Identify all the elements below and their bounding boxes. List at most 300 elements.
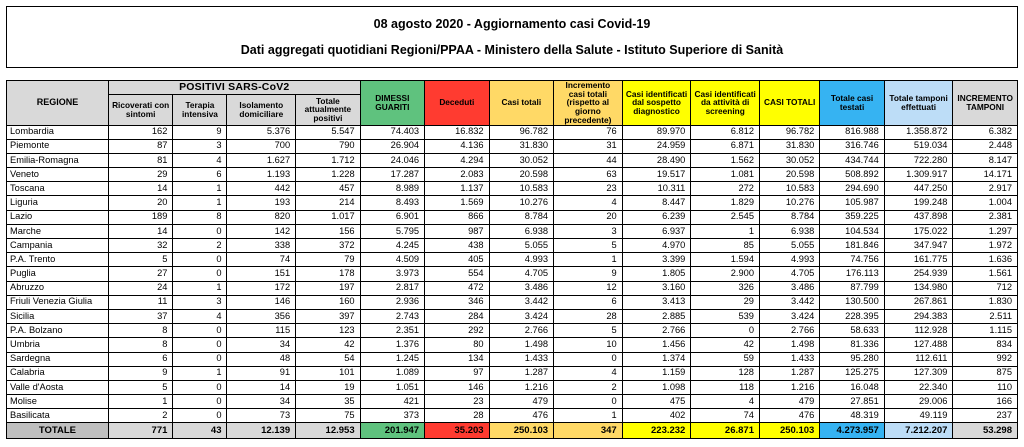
cell-value: 4.136	[425, 139, 489, 153]
cell-value: 12	[554, 281, 623, 295]
cell-value: 2.885	[622, 309, 691, 323]
cell-value: 14.171	[953, 168, 1018, 182]
cell-value: 4.993	[759, 253, 819, 267]
cell-value: 181.846	[820, 239, 884, 253]
cell-value: 5	[108, 253, 172, 267]
cell-value: 294.690	[820, 182, 884, 196]
cell-value: 14	[108, 224, 172, 238]
cell-value: 74.403	[360, 125, 424, 139]
total-value: 53.298	[953, 423, 1018, 439]
cell-value: 1.115	[953, 324, 1018, 338]
cell-value: 76	[554, 125, 623, 139]
cell-region-name: Umbria	[7, 338, 109, 352]
header-casi-screening: Casi identificati da attività di screening	[691, 81, 760, 126]
cell-value: 110	[953, 380, 1018, 394]
cell-value: 372	[296, 239, 360, 253]
cell-value: 4	[554, 366, 623, 380]
cell-value: 519.034	[884, 139, 953, 153]
cell-region-name: Piemonte	[7, 139, 109, 153]
cell-value: 31.830	[489, 139, 553, 153]
cell-value: 29	[691, 295, 760, 309]
table-row	[7, 182, 1018, 196]
cell-value: 20.598	[759, 168, 819, 182]
cell-value: 1	[554, 409, 623, 423]
total-value: 12.139	[227, 423, 296, 439]
cell-region-name: P.A. Bolzano	[7, 324, 109, 338]
cell-value: 4	[554, 196, 623, 210]
cell-value: 790	[296, 139, 360, 153]
table-row	[7, 196, 1018, 210]
cell-value: 6.937	[622, 224, 691, 238]
cell-value: 44	[554, 153, 623, 167]
cell-value: 3	[173, 139, 227, 153]
total-value: 4.273.957	[820, 423, 884, 439]
cell-value: 346	[425, 295, 489, 309]
total-value: 250.103	[489, 423, 553, 439]
report-page	[0, 6, 1024, 447]
cell-value: 5	[554, 239, 623, 253]
cell-value: 1.287	[759, 366, 819, 380]
cell-value: 130.500	[820, 295, 884, 309]
cell-value: 1.081	[691, 168, 760, 182]
cell-value: 712	[953, 281, 1018, 295]
cell-value: 134.980	[884, 281, 953, 295]
cell-value: 10.276	[759, 196, 819, 210]
report-title: 08 agosto 2020 - Aggiornamento casi Covid-19	[373, 17, 651, 31]
cell-value: 24.046	[360, 153, 424, 167]
cell-region-name: Lombardia	[7, 125, 109, 139]
cell-value: 20	[554, 210, 623, 224]
cell-value: 237	[953, 409, 1018, 423]
cell-value: 476	[489, 409, 553, 423]
cell-value: 1.594	[691, 253, 760, 267]
cell-value: 405	[425, 253, 489, 267]
cell-value: 3.442	[759, 295, 819, 309]
cell-region-name: Sicilia	[7, 309, 109, 323]
cell-value: 1.433	[489, 352, 553, 366]
report-subtitle: Dati aggregati quotidiani Regioni/PPAA - Ministero della Salute - Istituto Superiore di Sanità	[240, 43, 784, 57]
cell-value: 402	[622, 409, 691, 423]
cell-value: 189	[108, 210, 172, 224]
cell-value: 700	[227, 139, 296, 153]
cell-value: 34	[227, 395, 296, 409]
cell-value: 27.851	[820, 395, 884, 409]
cell-value: 2	[173, 239, 227, 253]
cell-value: 438	[425, 239, 489, 253]
cell-value: 48	[227, 352, 296, 366]
total-value: 223.232	[622, 423, 691, 439]
cell-value: 1.004	[953, 196, 1018, 210]
cell-value: 479	[759, 395, 819, 409]
cell-value: 123	[296, 324, 360, 338]
cell-value: 3.413	[622, 295, 691, 309]
cell-value: 54	[296, 352, 360, 366]
cell-value: 3.486	[489, 281, 553, 295]
table-row	[7, 267, 1018, 281]
cell-value: 6	[173, 168, 227, 182]
cell-value: 987	[425, 224, 489, 238]
cell-region-name: Campania	[7, 239, 109, 253]
cell-value: 1.216	[759, 380, 819, 394]
cell-value: 2.743	[360, 309, 424, 323]
table-row	[7, 309, 1018, 323]
table-row	[7, 125, 1018, 139]
cell-value: 0	[173, 224, 227, 238]
cell-value: 96.782	[759, 125, 819, 139]
cell-value: 176.113	[820, 267, 884, 281]
cell-value: 80	[425, 338, 489, 352]
cell-value: 23	[554, 182, 623, 196]
cell-value: 272	[691, 182, 760, 196]
cell-value: 3	[173, 295, 227, 309]
cell-value: 447.250	[884, 182, 953, 196]
cell-value: 128	[691, 366, 760, 380]
cell-value: 1.216	[489, 380, 553, 394]
cell-value: 1.498	[489, 338, 553, 352]
cell-value: 16.048	[820, 380, 884, 394]
cell-value: 1.051	[360, 380, 424, 394]
cell-value: 2.817	[360, 281, 424, 295]
cell-value: 85	[691, 239, 760, 253]
cell-value: 4	[173, 153, 227, 167]
table-row	[7, 224, 1018, 238]
cell-value: 1.561	[953, 267, 1018, 281]
cell-value: 1	[173, 281, 227, 295]
cell-value: 3	[554, 224, 623, 238]
cell-region-name: Puglia	[7, 267, 109, 281]
total-value: 771	[108, 423, 172, 439]
cell-value: 479	[489, 395, 553, 409]
cell-value: 14	[227, 380, 296, 394]
cell-value: 1.245	[360, 352, 424, 366]
cell-value: 2.917	[953, 182, 1018, 196]
cell-value: 8.784	[759, 210, 819, 224]
cell-value: 0	[173, 395, 227, 409]
header-group-positivi: POSITIVI SARS-CoV2	[108, 81, 360, 95]
cell-value: 2.511	[953, 309, 1018, 323]
cell-value: 23	[425, 395, 489, 409]
cell-value: 0	[554, 395, 623, 409]
cell-value: 1.805	[622, 267, 691, 281]
cell-value: 17.287	[360, 168, 424, 182]
cell-value: 2.381	[953, 210, 1018, 224]
cell-value: 95.280	[820, 352, 884, 366]
cell-region-name: Molise	[7, 395, 109, 409]
covid-table-container	[6, 80, 1018, 439]
cell-value: 20	[108, 196, 172, 210]
cell-value: 1.193	[227, 168, 296, 182]
cell-value: 10.311	[622, 182, 691, 196]
cell-value: 19.517	[622, 168, 691, 182]
cell-value: 8	[173, 210, 227, 224]
cell-value: 4.705	[759, 267, 819, 281]
cell-value: 6.382	[953, 125, 1018, 139]
cell-value: 0	[554, 352, 623, 366]
cell-value: 0	[173, 352, 227, 366]
cell-value: 8.989	[360, 182, 424, 196]
cell-value: 1	[173, 196, 227, 210]
cell-value: 32	[108, 239, 172, 253]
header-ricoverati-sintomi: Ricoverati con sintomi	[108, 94, 172, 125]
cell-region-name: Emilia-Romagna	[7, 153, 109, 167]
cell-value: 6.938	[489, 224, 553, 238]
header-totale-tamponi: Totale tamponi effettuati	[884, 81, 953, 126]
table-row	[7, 409, 1018, 423]
cell-value: 34	[227, 338, 296, 352]
table-row	[7, 395, 1018, 409]
total-value: 12.953	[296, 423, 360, 439]
cell-value: 3.973	[360, 267, 424, 281]
cell-value: 5	[554, 324, 623, 338]
cell-value: 125.275	[820, 366, 884, 380]
cell-value: 0	[173, 324, 227, 338]
cell-value: 356	[227, 309, 296, 323]
table-row	[7, 153, 1018, 167]
cell-value: 1.228	[296, 168, 360, 182]
cell-value: 1.159	[622, 366, 691, 380]
cell-value: 8.784	[489, 210, 553, 224]
cell-value: 267.861	[884, 295, 953, 309]
cell-value: 142	[227, 224, 296, 238]
cell-value: 457	[296, 182, 360, 196]
cell-value: 87.799	[820, 281, 884, 295]
cell-value: 875	[953, 366, 1018, 380]
cell-value: 127.488	[884, 338, 953, 352]
cell-value: 1.636	[953, 253, 1018, 267]
cell-value: 112.928	[884, 324, 953, 338]
table-row	[7, 352, 1018, 366]
cell-value: 16.832	[425, 125, 489, 139]
cell-value: 105.987	[820, 196, 884, 210]
cell-value: 28.490	[622, 153, 691, 167]
cell-value: 1.358.872	[884, 125, 953, 139]
cell-value: 1.830	[953, 295, 1018, 309]
cell-value: 2.766	[759, 324, 819, 338]
header-casi-sospetto-diagnostico: Casi identificati dal sospetto diagnostico	[622, 81, 691, 126]
cell-value: 151	[227, 267, 296, 281]
cell-value: 1.829	[691, 196, 760, 210]
cell-value: 3.486	[759, 281, 819, 295]
cell-value: 1.309.917	[884, 168, 953, 182]
cell-value: 8.447	[622, 196, 691, 210]
cell-value: 722.280	[884, 153, 953, 167]
cell-value: 74	[691, 409, 760, 423]
cell-value: 10.583	[759, 182, 819, 196]
total-value: 250.103	[759, 423, 819, 439]
table-row	[7, 380, 1018, 394]
cell-value: 539	[691, 309, 760, 323]
cell-value: 96.782	[489, 125, 553, 139]
total-label: TOTALE	[7, 423, 109, 439]
cell-value: 0	[691, 324, 760, 338]
cell-region-name: Marche	[7, 224, 109, 238]
cell-value: 4.245	[360, 239, 424, 253]
cell-value: 1.972	[953, 239, 1018, 253]
cell-value: 5.055	[759, 239, 819, 253]
cell-value: 2.545	[691, 210, 760, 224]
cell-value: 160	[296, 295, 360, 309]
cell-value: 2.083	[425, 168, 489, 182]
cell-value: 1.374	[622, 352, 691, 366]
table-body	[7, 125, 1018, 423]
table-footer	[7, 423, 1018, 439]
cell-value: 1.089	[360, 366, 424, 380]
cell-value: 1.137	[425, 182, 489, 196]
cell-value: 1	[691, 224, 760, 238]
cell-value: 8	[108, 324, 172, 338]
cell-value: 97	[425, 366, 489, 380]
cell-value: 146	[227, 295, 296, 309]
cell-region-name: Sardegna	[7, 352, 109, 366]
cell-value: 28	[425, 409, 489, 423]
cell-value: 338	[227, 239, 296, 253]
cell-value: 5.547	[296, 125, 360, 139]
cell-value: 2.448	[953, 139, 1018, 153]
cell-value: 0	[173, 409, 227, 423]
cell-value: 48.319	[820, 409, 884, 423]
cell-value: 5.376	[227, 125, 296, 139]
cell-value: 59	[691, 352, 760, 366]
cell-value: 1.456	[622, 338, 691, 352]
cell-value: 127.309	[884, 366, 953, 380]
cell-value: 75	[296, 409, 360, 423]
cell-value: 397	[296, 309, 360, 323]
cell-value: 472	[425, 281, 489, 295]
cell-value: 3.160	[622, 281, 691, 295]
cell-value: 442	[227, 182, 296, 196]
table-row	[7, 239, 1018, 253]
table-row	[7, 210, 1018, 224]
cell-value: 1	[173, 182, 227, 196]
cell-value: 2	[554, 380, 623, 394]
cell-value: 10.583	[489, 182, 553, 196]
cell-value: 87	[108, 139, 172, 153]
cell-value: 475	[622, 395, 691, 409]
cell-value: 19	[296, 380, 360, 394]
cell-value: 8.493	[360, 196, 424, 210]
total-value: 7.212.207	[884, 423, 953, 439]
cell-region-name: Toscana	[7, 182, 109, 196]
cell-value: 3.424	[489, 309, 553, 323]
cell-value: 1	[173, 366, 227, 380]
cell-value: 24.959	[622, 139, 691, 153]
cell-value: 508.892	[820, 168, 884, 182]
cell-value: 81	[108, 153, 172, 167]
cell-value: 1.498	[759, 338, 819, 352]
cell-region-name: Calabria	[7, 366, 109, 380]
cell-value: 0	[173, 267, 227, 281]
cell-value: 992	[953, 352, 1018, 366]
cell-region-name: P.A. Trento	[7, 253, 109, 267]
cell-value: 2.936	[360, 295, 424, 309]
cell-value: 373	[360, 409, 424, 423]
cell-value: 434.744	[820, 153, 884, 167]
table-total-row	[7, 423, 1018, 439]
cell-value: 1.712	[296, 153, 360, 167]
header-terapia-intensiva: Terapia intensiva	[173, 94, 227, 125]
cell-value: 8	[108, 338, 172, 352]
cell-value: 2.766	[489, 324, 553, 338]
cell-value: 820	[227, 210, 296, 224]
cell-value: 9	[173, 125, 227, 139]
header-deceduti: Deceduti	[425, 81, 489, 126]
covid-data-table	[6, 80, 1018, 439]
header-incremento-tamponi: INCREMENTO TAMPONI	[953, 81, 1018, 126]
cell-value: 1.017	[296, 210, 360, 224]
cell-value: 172	[227, 281, 296, 295]
cell-value: 2.766	[622, 324, 691, 338]
header-casi-totali: Casi totali	[489, 81, 553, 126]
cell-value: 359.225	[820, 210, 884, 224]
cell-value: 11	[108, 295, 172, 309]
cell-value: 1.297	[953, 224, 1018, 238]
cell-value: 27	[108, 267, 172, 281]
cell-value: 2	[108, 409, 172, 423]
header-dimessi-guariti: DIMESSI GUARITI	[360, 81, 424, 126]
cell-value: 554	[425, 267, 489, 281]
cell-value: 10.276	[489, 196, 553, 210]
cell-value: 74.756	[820, 253, 884, 267]
cell-value: 2.351	[360, 324, 424, 338]
cell-value: 89.970	[622, 125, 691, 139]
cell-value: 91	[227, 366, 296, 380]
cell-value: 0	[173, 253, 227, 267]
cell-value: 118	[691, 380, 760, 394]
cell-value: 284	[425, 309, 489, 323]
cell-value: 197	[296, 281, 360, 295]
cell-value: 79	[296, 253, 360, 267]
cell-value: 112.611	[884, 352, 953, 366]
cell-value: 834	[953, 338, 1018, 352]
cell-value: 9	[554, 267, 623, 281]
cell-value: 175.022	[884, 224, 953, 238]
cell-value: 1	[108, 395, 172, 409]
cell-value: 6.812	[691, 125, 760, 139]
cell-value: 178	[296, 267, 360, 281]
cell-value: 294.383	[884, 309, 953, 323]
header-totale-casi-testati: Totale casi testati	[820, 81, 884, 126]
cell-value: 437.898	[884, 210, 953, 224]
cell-value: 4.509	[360, 253, 424, 267]
cell-value: 3.399	[622, 253, 691, 267]
cell-value: 42	[296, 338, 360, 352]
cell-value: 6.871	[691, 139, 760, 153]
cell-value: 115	[227, 324, 296, 338]
cell-value: 866	[425, 210, 489, 224]
cell-value: 1.287	[489, 366, 553, 380]
cell-value: 29.006	[884, 395, 953, 409]
table-row	[7, 366, 1018, 380]
table-row	[7, 295, 1018, 309]
cell-value: 199.248	[884, 196, 953, 210]
cell-value: 49.119	[884, 409, 953, 423]
cell-value: 6	[554, 295, 623, 309]
cell-value: 6.938	[759, 224, 819, 238]
cell-value: 0	[173, 338, 227, 352]
cell-value: 4.705	[489, 267, 553, 281]
cell-region-name: Friuli Venezia Giulia	[7, 295, 109, 309]
header-incremento-casi-totali: Incremento casi totali (rispetto al giorno precedente)	[554, 81, 623, 126]
cell-value: 6.239	[622, 210, 691, 224]
header-totale-attualmente-positivi: Totale attualmente positivi	[296, 94, 360, 125]
cell-value: 30.052	[489, 153, 553, 167]
cell-value: 326	[691, 281, 760, 295]
cell-value: 134	[425, 352, 489, 366]
cell-value: 29	[108, 168, 172, 182]
cell-value: 816.988	[820, 125, 884, 139]
cell-value: 42	[691, 338, 760, 352]
cell-value: 14	[108, 182, 172, 196]
